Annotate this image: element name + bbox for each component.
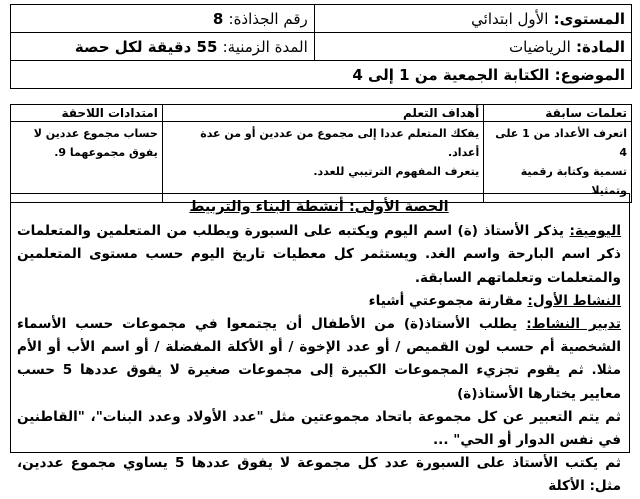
- board-paragraph: ثم يكتب الأستاذ على السبورة عدد كل مجموعة لا يفوق عددها 5 يساوي مجموع عددين، مثل: الأكلة: [17, 455, 621, 495]
- duration-cell: [11, 33, 315, 61]
- prior-learning-cell: [484, 122, 632, 203]
- subject-label: المادة:: [575, 37, 625, 56]
- management-paragraph: [17, 313, 621, 406]
- level-value: الأول ابتدائي: [471, 9, 549, 28]
- lesson-title: الحصة الأولى: أنشطة البناء والتربيط: [189, 199, 449, 215]
- learning-goals-cell: [162, 122, 483, 203]
- subject-value: الرياضيات: [509, 37, 571, 56]
- prior-learning-line: تسمية وكتابة رقمية وتمثيلا: [520, 165, 627, 197]
- lesson-header-table: [10, 4, 632, 89]
- extension-line: حساب مجموع عددين لا: [33, 127, 158, 140]
- management-text: يطلب الأستاذ(ة) من الأطفال أن يجتمعوا في مجموعات حسب الأسماء الشخصية أم حسب لون القميص / أو عدد الإخوة / أو الأكلة المفضلة / أو اسم الأب أو الأم مثلا. ثم يقوم تجزيء المجموعات الكبيرة إلى مجموعات صغيرة لا يفوق عددها 5 حسب معايير يختارها الأستاذ(ة): [17, 316, 621, 402]
- activity-label: النشاط الأول:: [527, 292, 621, 309]
- topic-cell: [11, 61, 632, 89]
- level-cell: [314, 5, 631, 33]
- prior-learning-line: اتعرف الأعداد من 1 على 4: [495, 127, 627, 159]
- extensions-header: امتدادات اللاحقة: [11, 105, 163, 122]
- expression-paragraph: ثم يتم التعبير عن كل مجموعة باتحاد مجموعتين مثل "عدد الأولاد وعدد البنات"، "القاطنين في نفس الدوار أو الحي" ...: [17, 408, 621, 449]
- learning-goal-line: يفكك المتعلم عددا إلى مجموع من عددين أو من عدة أعداد.: [200, 127, 480, 159]
- learning-goals-header: أهداف التعلم: [162, 105, 483, 122]
- duration-label: المدة الزمنية:: [222, 37, 308, 56]
- sheet-number-value: 8: [212, 9, 224, 28]
- extension-line: يفوق مجموعهما 9.: [54, 146, 158, 159]
- activity-text: مقارنة مجموعتي أشياء: [368, 292, 528, 309]
- subject-cell: [314, 33, 631, 61]
- daily-text: يذكر الأستاذ (ة) اسم اليوم ويكتبه على السبورة ويطلب من المتعلمين والمتعلمات ذكر اسم البارحة واسم الغد. ويستثمر كل معطيات تاريخ اليوم حسب مستوى المتعلمين والمتعلمات وتعلماتهم السابقة.: [17, 223, 621, 286]
- prior-learning-header: تعلمات سابقة: [484, 105, 632, 122]
- objectives-table: [10, 104, 632, 203]
- learning-goal-line: يتعرف المفهوم الترتيبي للعدد.: [313, 165, 480, 178]
- topic-value: الكتابة الجمعية من 1 إلى 4: [352, 65, 550, 84]
- extensions-cell: [11, 122, 163, 203]
- sheet-number-cell: [11, 5, 315, 33]
- lesson-body: [10, 193, 630, 495]
- daily-label: اليومية:: [569, 223, 621, 240]
- sheet-number-label: رقم الجذاذة:: [228, 9, 308, 28]
- activity-paragraph: [17, 290, 621, 313]
- topic-label: الموضوع:: [554, 65, 625, 84]
- level-label: المستوى:: [553, 9, 625, 28]
- duration-value: 55 دقيقة لكل حصة: [74, 37, 218, 56]
- management-label: تدبير النشاط:: [526, 316, 621, 333]
- daily-paragraph: [17, 220, 621, 290]
